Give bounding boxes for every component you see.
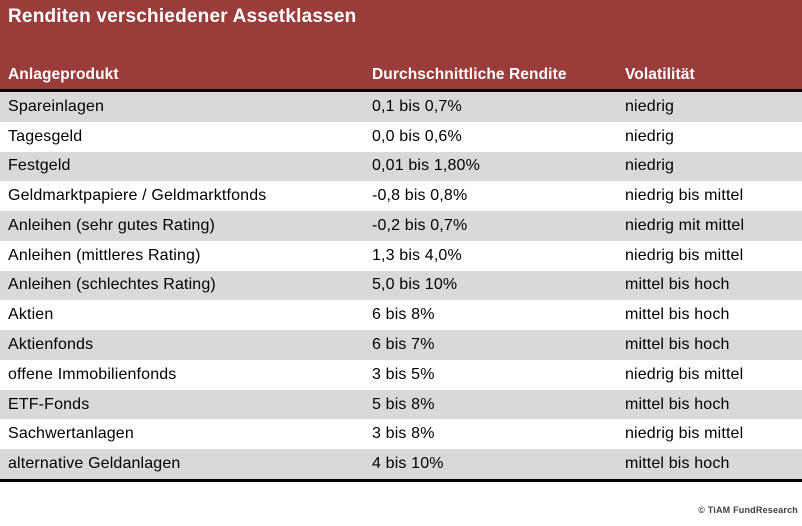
table-body: [0, 92, 802, 482]
cell-anlageprodukt: ETF-Fonds: [8, 395, 90, 413]
table-row: [0, 122, 802, 152]
cell-anlageprodukt: Spareinlagen: [8, 97, 105, 115]
cell-volatilitaet: niedrig mit mittel: [625, 216, 745, 234]
table-row: [0, 271, 802, 301]
cell-rendite: 6 bis 8%: [372, 306, 435, 324]
cell-rendite: 0,01 bis 1,80%: [372, 157, 480, 175]
table-row: [0, 300, 802, 330]
cell-rendite: 0,0 bis 0,6%: [372, 127, 462, 145]
table-row: [0, 211, 802, 241]
cell-anlageprodukt: Aktien: [8, 306, 54, 324]
cell-rendite: -0,8 bis 0,8%: [372, 187, 468, 205]
column-header-anlageprodukt: Anlageprodukt: [8, 66, 119, 83]
cell-volatilitaet: niedrig: [625, 127, 675, 145]
cell-anlageprodukt: Festgeld: [8, 157, 71, 175]
cell-volatilitaet: niedrig bis mittel: [625, 365, 744, 383]
cell-anlageprodukt: Sachwertanlagen: [8, 425, 134, 443]
table-row: [0, 181, 802, 211]
table-row: [0, 360, 802, 390]
cell-anlageprodukt: Anleihen (sehr gutes Rating): [8, 216, 215, 234]
cell-rendite: 4 bis 10%: [372, 455, 444, 473]
table-row: [0, 241, 802, 271]
table-header-band: [0, 0, 802, 92]
cell-anlageprodukt: offene Immobilienfonds: [8, 365, 177, 383]
cell-rendite: 6 bis 7%: [372, 336, 435, 353]
cell-volatilitaet: mittel bis hoch: [625, 395, 730, 413]
cell-volatilitaet: niedrig bis mittel: [625, 425, 744, 443]
cell-rendite: 0,1 bis 0,7%: [372, 97, 462, 115]
cell-anlageprodukt: Geldmarktpapiere / Geldmarktfonds: [8, 187, 267, 205]
table-row: [0, 449, 802, 479]
cell-rendite: 1,3 bis 4,0%: [372, 246, 462, 264]
cell-volatilitaet: mittel bis hoch: [625, 336, 730, 353]
cell-anlageprodukt: Aktienfonds: [8, 336, 94, 353]
cell-volatilitaet: mittel bis hoch: [625, 276, 730, 294]
column-header-volatilitaet: Volatilität: [625, 66, 695, 83]
cell-volatilitaet: niedrig: [625, 157, 675, 175]
cell-volatilitaet: niedrig: [625, 97, 675, 115]
column-header-durchschnittliche-rendite: Durchschnittliche Rendite: [372, 66, 567, 83]
cell-volatilitaet: niedrig bis mittel: [625, 187, 744, 205]
table-row: [0, 92, 802, 122]
copyright-credit: © TiAM FundResearch: [698, 505, 798, 515]
cell-rendite: 3 bis 8%: [372, 425, 435, 443]
page-title: Renditen verschiedener Assetklassen: [8, 6, 357, 27]
cell-rendite: 5 bis 8%: [372, 395, 435, 413]
table-row: [0, 390, 802, 420]
cell-rendite: 3 bis 5%: [372, 365, 435, 383]
table-row: [0, 152, 802, 182]
table-row: [0, 419, 802, 449]
cell-anlageprodukt: alternative Geldanlagen: [8, 455, 181, 473]
table-row: [0, 330, 802, 360]
cell-rendite: -0,2 bis 0,7%: [372, 216, 468, 234]
cell-anlageprodukt: Anleihen (mittleres Rating): [8, 246, 201, 264]
column-header-row: [0, 66, 802, 84]
cell-anlageprodukt: Tagesgeld: [8, 127, 83, 145]
cell-volatilitaet: mittel bis hoch: [625, 455, 730, 473]
cell-volatilitaet: niedrig bis mittel: [625, 246, 744, 264]
cell-volatilitaet: mittel bis hoch: [625, 306, 730, 324]
cell-anlageprodukt: Anleihen (schlechtes Rating): [8, 276, 216, 294]
cell-rendite: 5,0 bis 10%: [372, 276, 458, 294]
